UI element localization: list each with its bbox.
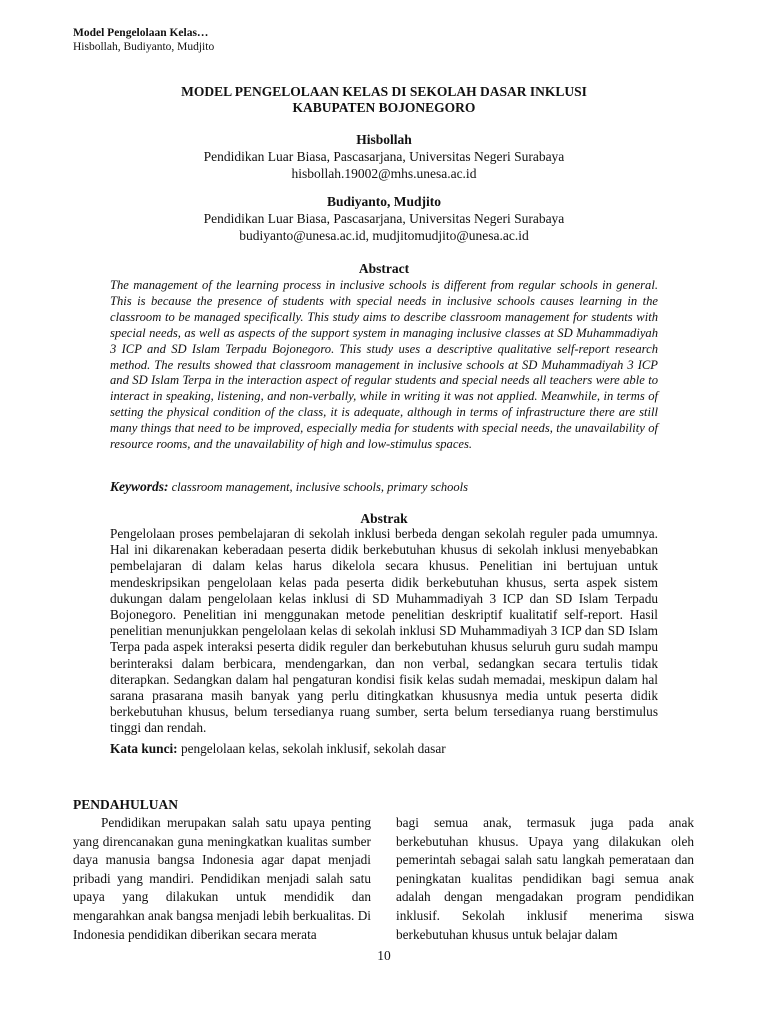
paper-title-line2: KABUPATEN BOJONEGORO [292, 100, 476, 115]
keywords-text: classroom management, inclusive schools, primary schools [171, 480, 469, 494]
running-head-title: Model Pengelolaan Kelas… [73, 27, 209, 39]
running-head-authors: Hisbollah, Budiyanto, Mudjito [73, 41, 215, 53]
abstract-heading: Abstract [358, 261, 410, 276]
author-block-1 [0, 131, 768, 182]
author1-name: Hisbollah [356, 132, 412, 147]
keywords-english [110, 479, 468, 495]
paper-title-line1: MODEL PENGELOLAAN KELAS DI SEKOLAH DASAR INKLUSI [181, 84, 587, 99]
author1-affiliation: Pendidikan Luar Biasa, Pascasarjana, Universitas Negeri Surabaya [203, 149, 565, 164]
intro-column-left: Pendidikan merupakan salah satu upaya penting yang direncanakan guna meningkatkan kualitas sumber daya manusia bangsa Indonesia agar dapat menjadi pribadi yang mandiri. Pendidikan menjadi salah satu upaya yang dilakukan untuk mendidik dan mengarahkan anak bangsa menjadi lebih berkualitas. Di Indonesia pendidikan diberikan secara merata [73, 815, 371, 942]
abstrak-heading: Abstrak [360, 511, 408, 526]
kata-kunci [110, 741, 446, 757]
paper-title [0, 84, 768, 116]
author2-name: Budiyanto, Mudjito [326, 194, 442, 209]
running-head [73, 26, 214, 54]
page-number: 10 [377, 948, 391, 963]
author2-email: budiyanto@unesa.ac.id, mudjitomudjito@unesa.ac.id [239, 228, 529, 243]
kata-kunci-label: Kata kunci: [110, 741, 178, 756]
section-heading-pendahuluan: PENDAHULUAN [73, 797, 179, 812]
author1-email: hisbollah.19002@mhs.unesa.ac.id [291, 166, 477, 181]
keywords-label: Keywords: [110, 479, 169, 494]
abstrak-indonesian-text: Pengelolaan proses pembelajaran di sekolah inklusi berbeda dengan sekolah reguler pada umumnya. Hal ini dikarenakan keberadaan peserta didik berkebutuhan khusus di sekolah inklusi menyebabkan pembelajaran di dalam kelas harus dikelola secara khusus. Penelitian ini bertujuan untuk mendeskripsikan pengelolaan kelas pada peserta didik berkebutuhan khusus, serta aspek sistem dukungan dalam pengelolaan kelas inklusi di SD Muhammadiyah 3 ICP dan SD Islam Terpadu Bojonegoro. Penelitian ini menggunakan metode penelitian deskriptif kualitatif self-report. Hasil penelitian menunjukkan pengelolaan kelas di sekolah inklusi SD Muhammadiyah 3 ICP dan SD Islam Terpa pada aspek interaksi peserta didik reguler dan berkebutuhan khusus seluruh guru sudah mampu berinteraksi dalam berbicara, mendengarkan, dan non verbal, sedangkan secara tertulis tidak diterapkan. Sedangkan dalam hal pengaturan kondisi fisik kelas sudah memadai, meskipun dalam hal sarana prasarana masih banyak yang perlu ditingkatkan khususnya media untuk peserta didik berkebutuhan khusus, belum tersedianya ruang sumber, serta belum tersedianya ruang berstimulus tinggi dan rendah. [110, 526, 658, 736]
intro-column-right: bagi semua anak, termasuk juga pada anak berkebutuhan khusus. Upaya yang dilakukan oleh pemerintah sebagai salah satu langkah pemerataan dan peningkatan kualitas pendidikan bagi semua anak adalah dengan mengadakan program pendidikan inklusif. Sekolah inklusif menerima siswa berkebutuhan khusus untuk belajar dalam [396, 815, 694, 942]
abstract-english-text: The management of the learning process in inclusive schools is different from regular schools in general. This is because the presence of students with special needs in inclusive schools causes learning in the classroom to be managed specifically. This study aims to describe classroom management for students with special needs, as well as aspects of the support system in managing inclusive classes at SD Muhammadiyah 3 ICP and SD Islam Terpadu Bojonegoro. This study uses a descriptive qualitative self-report research method. The results showed that classroom management in inclusive schools at SD Muhammadiyah 3 ICP and SD Islam Terpa in the interaction aspect of regular students and special needs all teachers were able to interact in speaking, listening, and non-verbally, while in writing it was not applied. Meanwhile, in terms of setting the physical condition of the class, it is adequate, although in terms of infrastructure there are still many things that need to be improved, especially media for students with special needs, the unavailability of resource rooms, and the unavailability of high and low-stimulus spaces. [110, 278, 658, 452]
author-block-2 [0, 193, 768, 244]
author2-affiliation: Pendidikan Luar Biasa, Pascasarjana, Universitas Negeri Surabaya [203, 211, 565, 226]
kata-kunci-text: pengelolaan kelas, sekolah inklusif, sekolah dasar [180, 741, 446, 756]
